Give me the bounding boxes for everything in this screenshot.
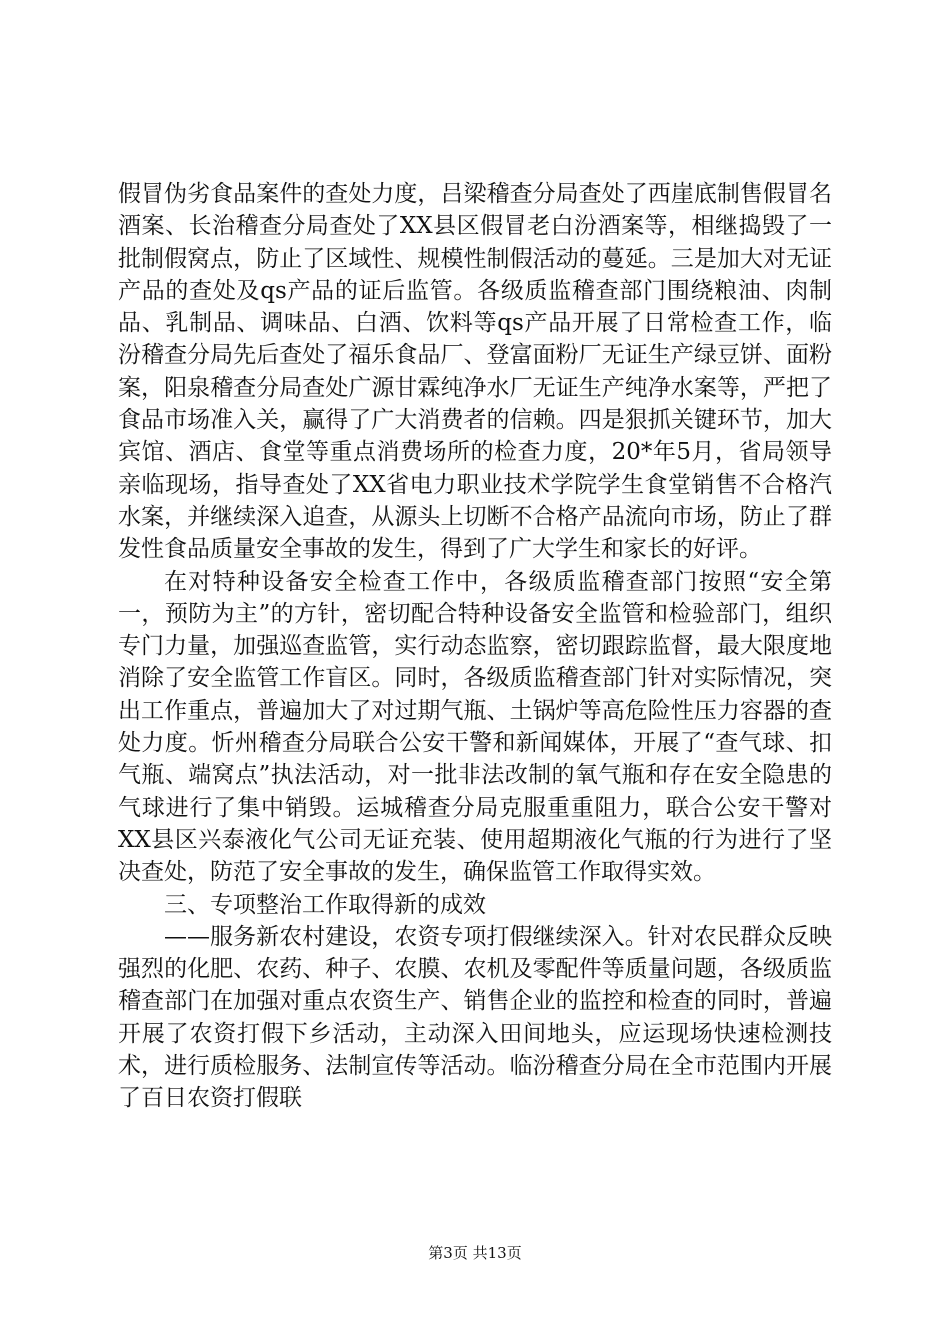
document-body bbox=[118, 178, 832, 1115]
paragraph-special-equipment: 在对特种设备安全检查工作中，各级质监稽查部门按照“安全第一，预防为主”的方针，密切配合特种设备安全监管和检验部门，组织专门力量，加强巡查监管，实行动态监察，密切跟踪监督，最大限度地消除了安全监管工作盲区。同时，各级质监稽查部门针对实际情况，突出工作重点，普遍加大了对过期气瓶、土锅炉等高危险性压力容器的查处力度。忻州稽查分局联合公安干警和新闻媒体，开展了“查气球、扣气瓶、端窝点”执法活动，对一批非法改制的氧气瓶和存在安全隐患的气球进行了集中销毁。运城稽查分局克服重重阻力，联合公安干警对XX县区兴泰液化气公司无证充装、使用超期液化气瓶的行为进行了坚决查处，防范了安全事故的发生，确保监管工作取得实效。 bbox=[118, 568, 832, 886]
paragraph-agricultural-supplies: ——服务新农村建设，农资专项打假继续深入。针对农民群众反映强烈的化肥、农药、种子、农膜、农机及零配件等质量问题，各级质监稽查部门在加强对重点农资生产、销售企业的监控和检查的同时，普遍开展了农资打假下乡活动，主动深入田间地头，应运现场快速检测技术，进行质检服务、法制宣传等活动。临汾稽查分局在全市范围内开展了百日农资打假联 bbox=[118, 923, 832, 1112]
paragraph-food-enforcement: 假冒伪劣食品案件的查处力度，吕梁稽查分局查处了西崖底制售假冒名酒案、长治稽查分局查处了XX县区假冒老白汾酒案等，相继捣毁了一批制假窝点，防止了区域性、规模性制假活动的蔓延。三是加大对无证产品的查处及qs产品的证后监管。各级质监稽查部门围绕粮油、肉制品、乳制品、调味品、白酒、饮料等qs产品开展了日常检查工作，临汾稽查分局先后查处了福乐食品厂、登富面粉厂无证生产绿豆饼、面粉案，阳泉稽查分局查处广源甘霖纯净水厂无证生产纯净水案等，严把了食品市场准入关，赢得了广大消费者的信赖。四是狠抓关键环节，加大宾馆、酒店、食堂等重点消费场所的检查力度，20*年5月，省局领导亲临现场，指导查处了XX省电力职业技术学院学生食堂销售不合格汽水案，并继续深入追查，从源头上切断不合格产品流向市场，防止了群发性食品质量安全事故的发生，得到了广大学生和家长的好评。 bbox=[118, 181, 832, 563]
section-heading: 三、专项整治工作取得新的成效 bbox=[164, 891, 486, 918]
page-number-footer: 第3页 共13页 bbox=[428, 1244, 522, 1262]
